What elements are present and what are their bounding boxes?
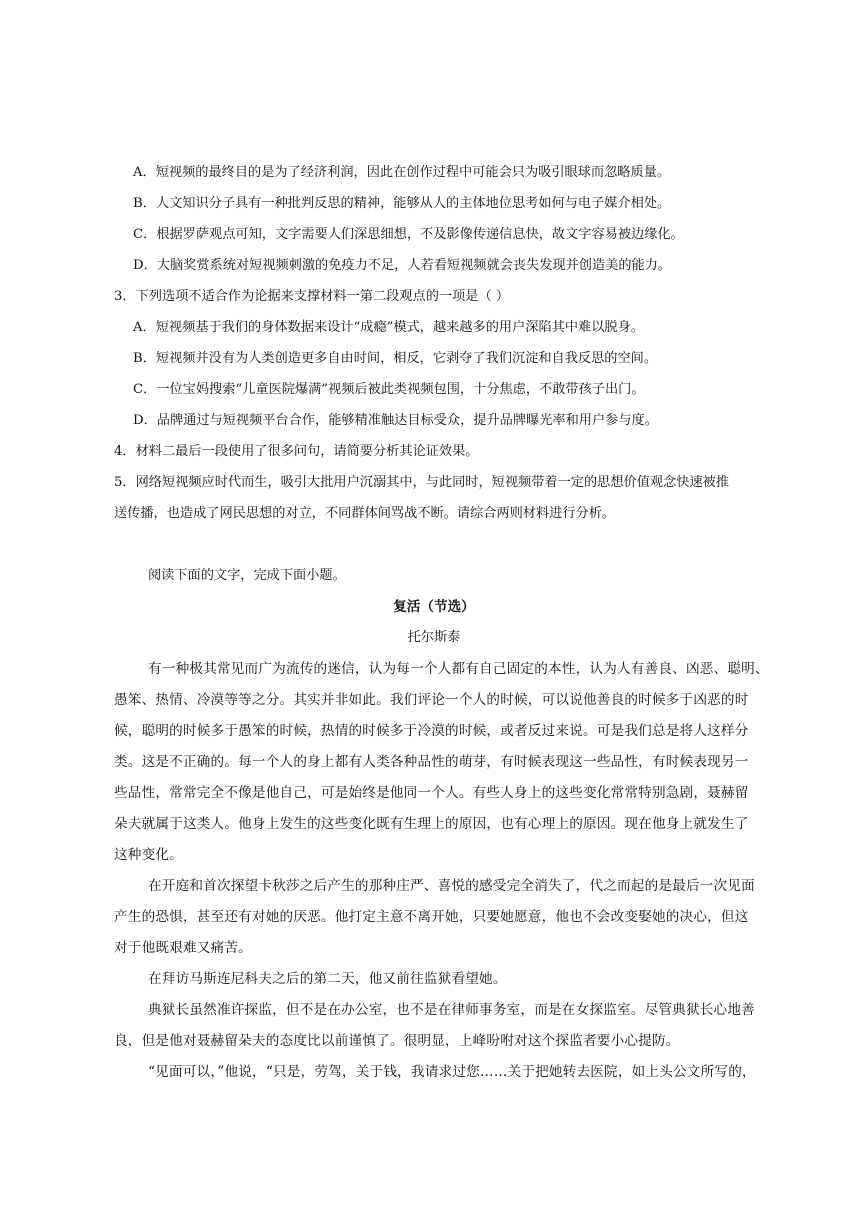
story-line: 这种变化。 [114, 847, 183, 863]
story-line: 有一种极其常见而广为流传的迷信，认为每一个人都有自己固定的本性，认为人有善良、凶恶、聪明、 [148, 661, 769, 677]
story-title: 复活（节选） [393, 599, 475, 615]
story-line: 候，聪明的时候多于愚笨的时候，热情的时候多于冷漠的时候，或者反过来说。可是我们总是将人这样分 [114, 723, 749, 739]
story-line: 对于他既艰难又痛苦。 [114, 940, 252, 956]
story-line: 典狱长虽然准许探监，但不是在办公室，也不是在律师事务室，而是在女探监室。尽管典狱长心地善 [148, 1002, 755, 1018]
q3-option-d: D．品牌通过与短视频平台合作，能够精准触达目标受众，提升品牌曝光率和用户参与度。 [133, 413, 658, 428]
q3-option-c: C．一位宝妈搜索“儿童医院爆满”视频后被此类视频包围，十分焦虑，不敢带孩子出门。 [133, 382, 645, 397]
story-author: 托尔斯泰 [407, 630, 461, 645]
story-line: 在拜访马斯连尼科夫之后的第二天，他又前往监狱看望她。 [148, 971, 507, 987]
story-line: 产生的恐惧，甚至还有对她的厌恶。他打定主意不离开她，只要她愿意，他也不会改变娶她的决心，但这 [114, 909, 749, 925]
q3-stem: 3．下列选项不适合作为论据来支撑材料一第二段观点的一项是（ ） [114, 289, 510, 304]
q2-option-a: A．短视频的最终目的是为了经济利润，因此在创作过程中可能会只为吸引眼球而忽略质量。 [133, 165, 671, 180]
q3-option-a: A．短视频基于我们的身体数据来设计“成瘾”模式，越来越多的用户深陷其中难以脱身。 [133, 320, 644, 335]
story-line: 愚笨、热情、冷漠等等之分。其实并非如此。我们评论一个人的时候，可以说他善良的时候多于凶恶的时 [114, 692, 749, 708]
q3-option-b: B．短视频并没有为人类创造更多自由时间，相反，它剥夺了我们沉淀和自我反思的空间。 [133, 351, 657, 366]
q5-stem-line-2: 送传播，也造成了网民思想的对立，不同群体间骂战不断。请综合两则材料进行分析。 [114, 506, 616, 521]
story-line: 类。这是不正确的。每一个人的身上都有人类各种品性的萌芽，有时候表现这一些品性，有时候表现另一 [114, 754, 749, 770]
q2-option-c: C．根据罗萨观点可知，文字需要人们深思细想，不及影像传递信息快，故文字容易被边缘化。 [133, 227, 684, 242]
q2-option-d: D．大脑奖赏系统对短视频刺激的免疫力不足，人若看短视频就会丧失发现并创造美的能力。 [133, 258, 672, 273]
story-line: 在开庭和首次探望卡秋莎之后产生的那种庄严、喜悦的感受完全消失了，代之而起的是最后一次见面 [148, 878, 755, 894]
story-line: 良，但是他对聂赫留朵夫的态度比以前谨慎了。很明显，上峰吩咐对这个探监者要小心提防。 [114, 1033, 680, 1049]
story-line: “见面可以，”他说，“只是，劳驾，关于钱，我请求过您……关于把她转去医院，如上头公文所写的， [148, 1064, 756, 1080]
story-line: 朵夫就属于这类人。他身上发生的这些变化既有生理上的原因，也有心理上的原因。现在他身上就发生了 [114, 816, 749, 832]
q5-stem-line-1: 5．网络短视频应时代而生，吸引大批用户沉溺其中，与此同时，短视频带着一定的思想价值观念快速被推 [114, 475, 730, 490]
story-line: 些品性，常常完全不像是他自己，可是始终是他同一个人。有些人身上的这些变化常常特别急剧，聂赫留 [114, 785, 749, 801]
reading-instruction: 阅读下面的文字，完成下面小题。 [148, 568, 346, 583]
q4-stem: 4．材料二最后一段使用了很多问句，请简要分析其论证效果。 [114, 444, 479, 459]
q2-option-b: B．人文知识分子具有一种批判反思的精神，能够从人的主体地位思考如何与电子媒介相处。 [133, 196, 671, 211]
